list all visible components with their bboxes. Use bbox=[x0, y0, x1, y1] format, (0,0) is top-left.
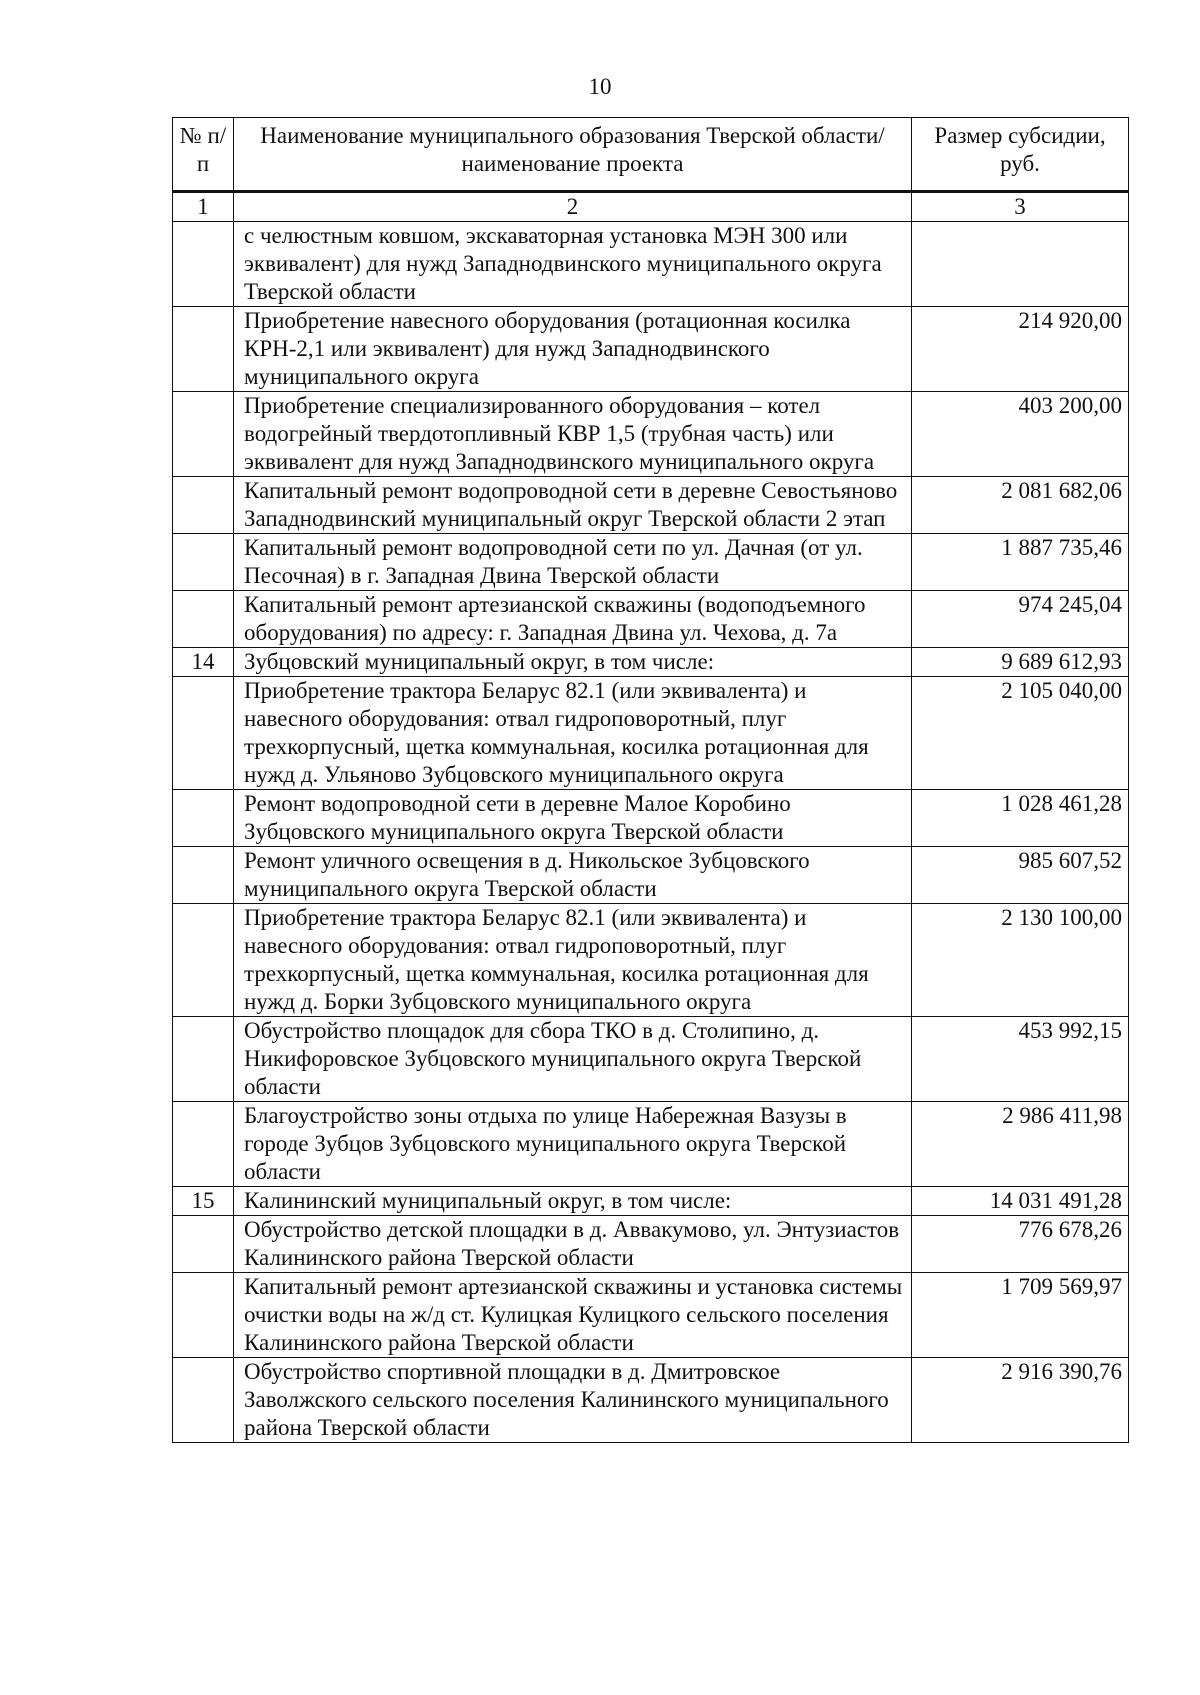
row-amount: 214 920,00 bbox=[912, 307, 1129, 392]
row-number bbox=[173, 477, 234, 534]
column-number: 2 bbox=[234, 192, 912, 222]
row-amount: 1 887 735,46 bbox=[912, 534, 1129, 591]
row-amount: 1 028 461,28 bbox=[912, 790, 1129, 847]
table-row bbox=[173, 904, 1129, 1017]
row-name: Приобретение трактора Беларус 82.1 (или эквивалента) и навесного оборудования: отвал гидроповоротный, плуг трехкорпусный, щетка коммунальная, косилка ротационная для нужд д. Ульяново Зубцовского муниципального округа bbox=[234, 677, 912, 790]
row-amount: 1 709 569,97 bbox=[912, 1273, 1129, 1358]
row-name: Обустройство детской площадки в д. Аввакумово, ул. Энтузиастов Калининского района Тверской области bbox=[234, 1216, 912, 1273]
header-number: № п/п bbox=[173, 118, 234, 192]
row-amount: 9 689 612,93 bbox=[912, 648, 1129, 677]
row-number: 14 bbox=[173, 648, 234, 677]
row-amount: 453 992,15 bbox=[912, 1017, 1129, 1102]
column-number: 3 bbox=[912, 192, 1129, 222]
row-number bbox=[173, 677, 234, 790]
header-name: Наименование муниципального образования Тверской области/наименование проекта bbox=[234, 118, 912, 192]
column-number: 1 bbox=[173, 192, 234, 222]
row-name: с челюстным ковшом, экскаваторная установка МЭН 300 или эквивалент) для нужд Западнодвинского муниципального округа Тверской области bbox=[234, 222, 912, 307]
row-number bbox=[173, 1216, 234, 1273]
row-number bbox=[173, 1273, 234, 1358]
row-name: Ремонт водопроводной сети в деревне Малое Коробино Зубцовского муниципального округа Тверской области bbox=[234, 790, 912, 847]
table-row bbox=[173, 847, 1129, 904]
row-name: Капитальный ремонт водопроводной сети в деревне Севостьяново Западнодвинский муниципальный округ Тверской области 2 этап bbox=[234, 477, 912, 534]
row-number bbox=[173, 591, 234, 648]
row-amount: 2 916 390,76 bbox=[912, 1358, 1129, 1443]
table-row bbox=[173, 1358, 1129, 1443]
row-amount: 985 607,52 bbox=[912, 847, 1129, 904]
row-number bbox=[173, 1102, 234, 1187]
row-amount: 2 986 411,98 bbox=[912, 1102, 1129, 1187]
table-row bbox=[173, 648, 1129, 677]
row-number bbox=[173, 790, 234, 847]
row-number bbox=[173, 904, 234, 1017]
table-row bbox=[173, 790, 1129, 847]
row-number bbox=[173, 847, 234, 904]
row-amount: 2 081 682,06 bbox=[912, 477, 1129, 534]
row-name: Приобретение трактора Беларус 82.1 (или эквивалента) и навесного оборудования: отвал гидроповоротный, плуг трехкорпусный, щетка коммунальная, косилка ротационная для нужд д. Борки Зубцовского муниципального округа bbox=[234, 904, 912, 1017]
row-name: Капитальный ремонт артезианской скважины и установка системы очистки воды на ж/д ст. Кулицкая Кулицкого сельского поселения Калининского района Тверской области bbox=[234, 1273, 912, 1358]
row-name: Калининский муниципальный округ, в том числе: bbox=[234, 1187, 912, 1216]
row-name: Ремонт уличного освещения в д. Никольское Зубцовского муниципального округа Тверской области bbox=[234, 847, 912, 904]
row-number: 15 bbox=[173, 1187, 234, 1216]
table-row bbox=[173, 1102, 1129, 1187]
table-header-row bbox=[173, 118, 1129, 192]
row-amount: 974 245,04 bbox=[912, 591, 1129, 648]
table-row bbox=[173, 591, 1129, 648]
row-amount: 776 678,26 bbox=[912, 1216, 1129, 1273]
subsidy-table bbox=[172, 117, 1129, 1443]
row-name: Благоустройство зоны отдыха по улице Набережная Вазузы в городе Зубцов Зубцовского муниципального округа Тверской области bbox=[234, 1102, 912, 1187]
row-amount: 2 105 040,00 bbox=[912, 677, 1129, 790]
table-row bbox=[173, 222, 1129, 307]
row-number bbox=[173, 1017, 234, 1102]
page-number: 10 bbox=[588, 74, 612, 99]
table-row bbox=[173, 534, 1129, 591]
table-row bbox=[173, 392, 1129, 477]
table-row bbox=[173, 1017, 1129, 1102]
row-number bbox=[173, 307, 234, 392]
row-name: Обустройство площадок для сбора ТКО в д. Столипино, д. Никифоровское Зубцовского муниципального округа Тверской области bbox=[234, 1017, 912, 1102]
row-number bbox=[173, 534, 234, 591]
table-row bbox=[173, 307, 1129, 392]
row-amount bbox=[912, 222, 1129, 307]
table-row bbox=[173, 477, 1129, 534]
row-number bbox=[173, 1358, 234, 1443]
table-row bbox=[173, 677, 1129, 790]
row-name: Капитальный ремонт водопроводной сети по ул. Дачная (от ул. Песочная) в г. Западная Двина Тверской области bbox=[234, 534, 912, 591]
table-row bbox=[173, 1273, 1129, 1358]
row-amount: 14 031 491,28 bbox=[912, 1187, 1129, 1216]
table-row bbox=[173, 1187, 1129, 1216]
row-name: Приобретение специализированного оборудования – котел водогрейный твердотопливный КВР 1,5 (трубная часть) или эквивалент для нужд Западнодвинского муниципального округа bbox=[234, 392, 912, 477]
row-name: Приобретение навесного оборудования (ротационная косилка КРН-2,1 или эквивалент) для нужд Западнодвинского муниципального округа bbox=[234, 307, 912, 392]
row-amount: 2 130 100,00 bbox=[912, 904, 1129, 1017]
row-amount: 403 200,00 bbox=[912, 392, 1129, 477]
row-number bbox=[173, 222, 234, 307]
row-number bbox=[173, 392, 234, 477]
column-number-row bbox=[173, 192, 1129, 222]
row-name: Обустройство спортивной площадки в д. Дмитровское Заволжского сельского поселения Калининского муниципального района Тверской области bbox=[234, 1358, 912, 1443]
table-row bbox=[173, 1216, 1129, 1273]
row-name: Капитальный ремонт артезианской скважины (водоподъемного оборудования) по адресу: г. Западная Двина ул. Чехова, д. 7а bbox=[234, 591, 912, 648]
header-amount: Размер субсидии, руб. bbox=[912, 118, 1129, 192]
row-name: Зубцовский муниципальный округ, в том числе: bbox=[234, 648, 912, 677]
